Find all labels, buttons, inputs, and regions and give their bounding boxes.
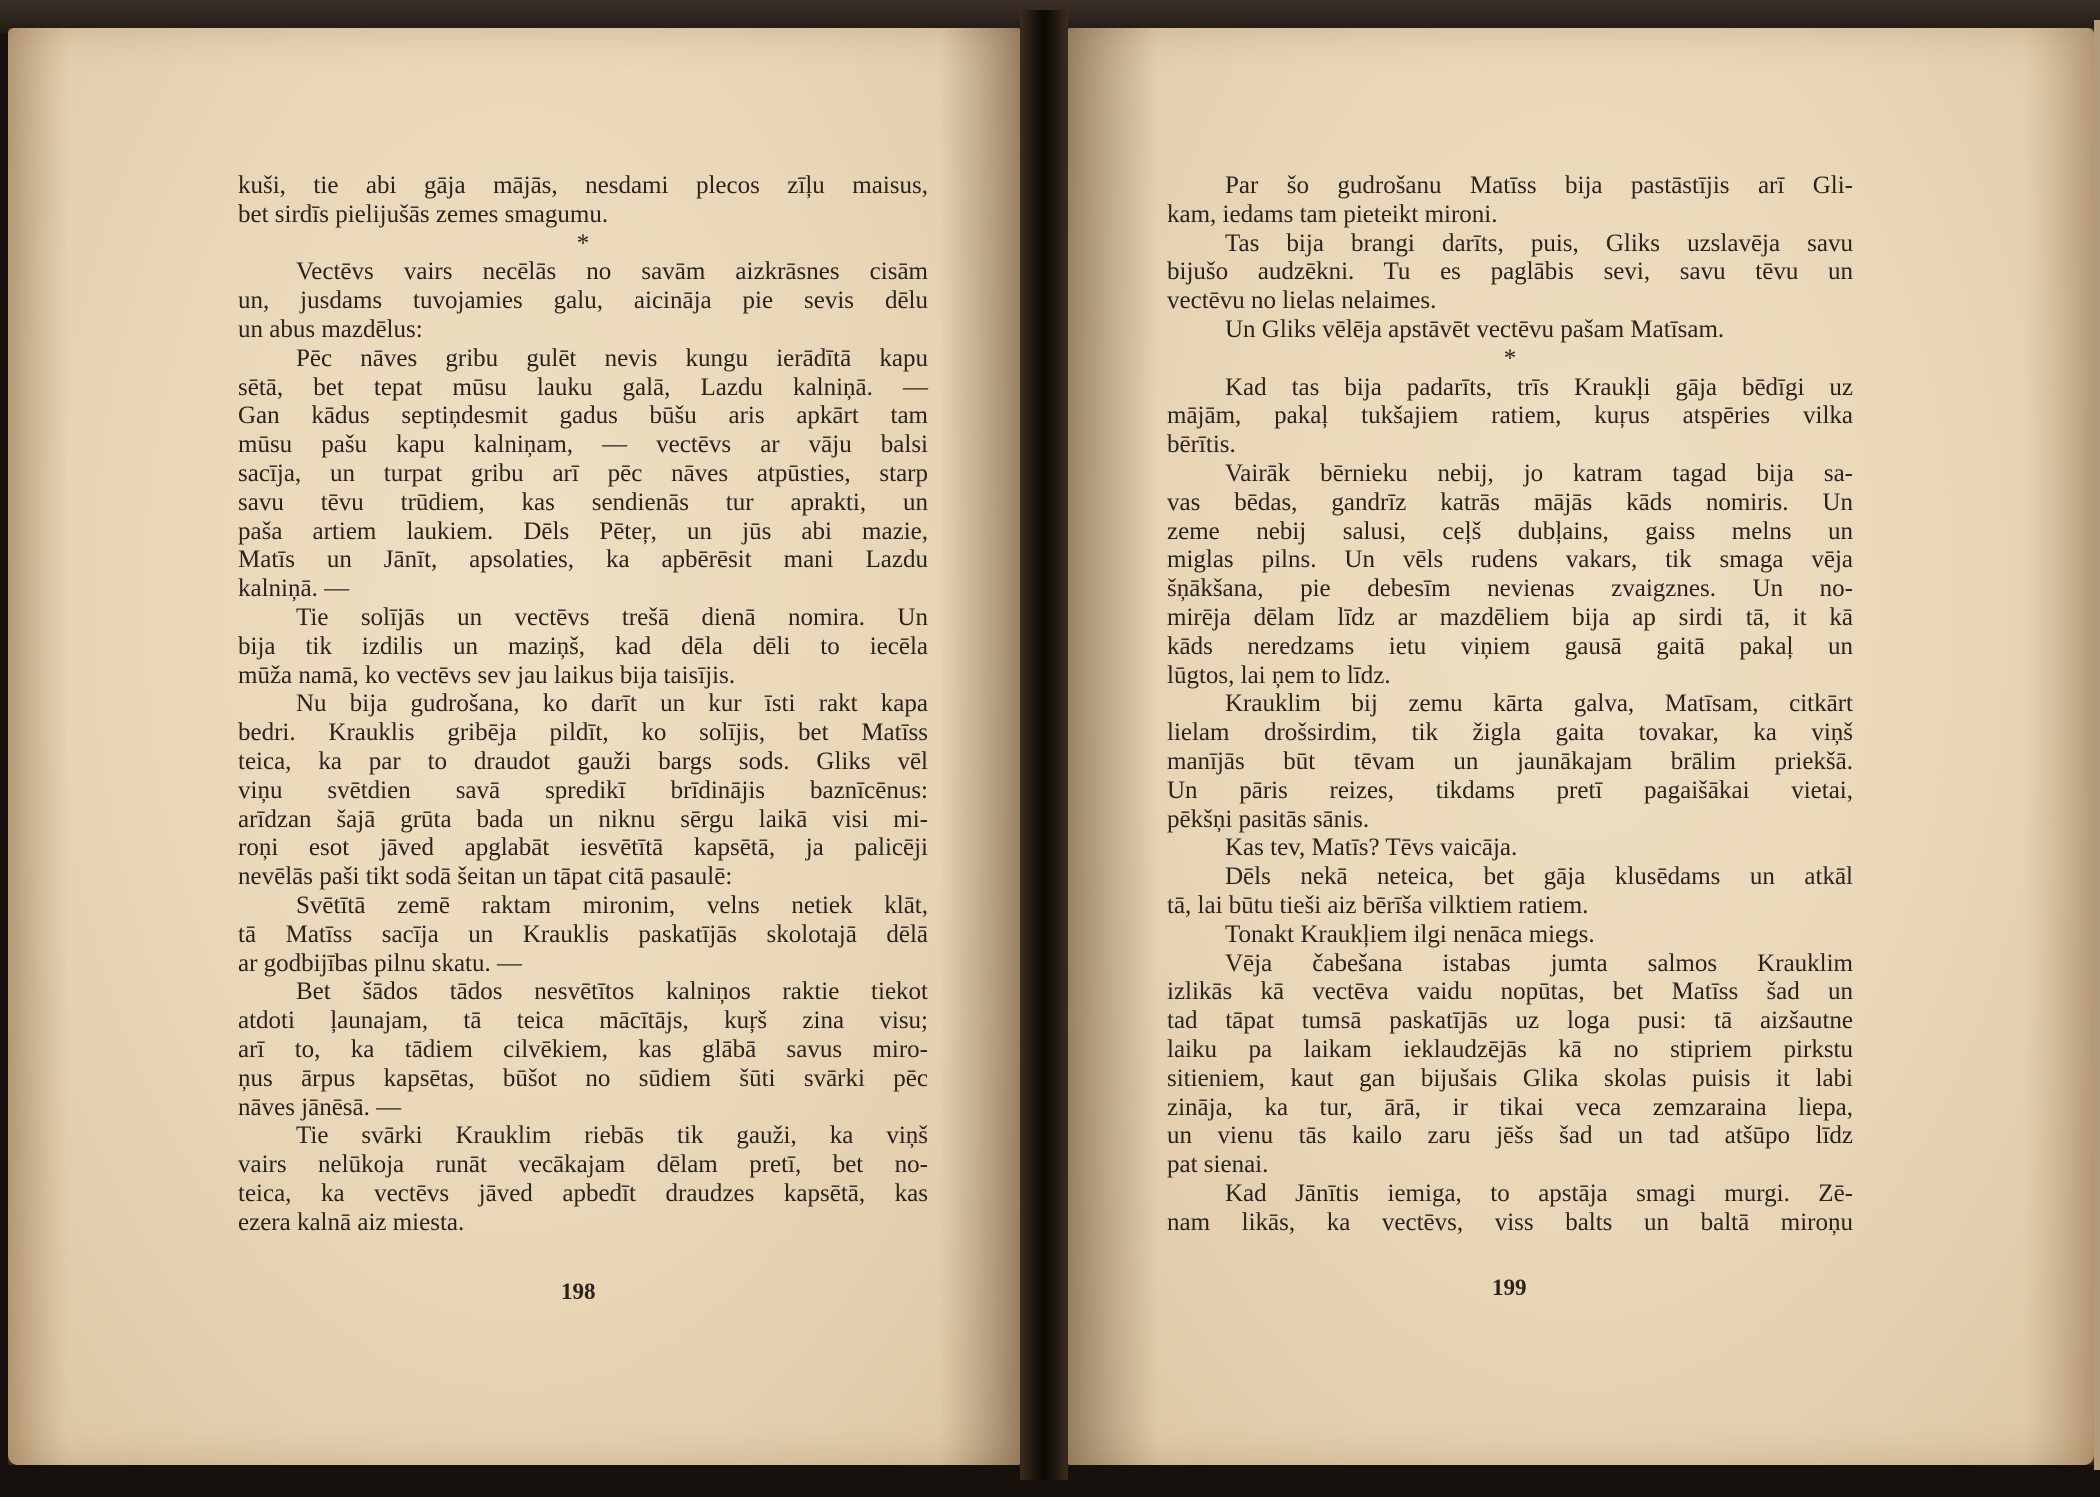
- text-line: Kad tas bija padarīts, trīs Kraukļi gāja bēdīgi uz: [1225, 373, 1853, 401]
- text-line: sitieniem, kaut gan bijušais Glika skolas puisis it labi: [1167, 1064, 1853, 1092]
- text-line: Un pāris reizes, tikdams pretī pagaišākai vietai,: [1167, 776, 1853, 804]
- text-line: paša artiem laukiem. Dēls Pēteŗ, un jūs abi mazie,: [238, 517, 928, 545]
- text-line: mūža namā, ko vectēvs sev jau laikus bija taisījis.: [238, 661, 736, 689]
- text-line: izlikās kā vectēva vaidu nopūtas, bet Matīss šad un: [1167, 978, 1853, 1006]
- text-line: bija tik izdilis un maziņš, kad dēla dēli to iecēla: [238, 632, 928, 660]
- text-line: vas bēdas, gandrīz katrās mājās kāds nomiris. Un: [1167, 488, 1853, 516]
- text-line: un abus mazdēlus:: [238, 315, 423, 343]
- text-line: un, jusdams tuvojamies galu, aicināja pie sevis dēlu: [238, 287, 928, 315]
- text-line: ņus ārpus kapsētas, būšot no sūdiem šūti svārki pēc: [238, 1064, 928, 1092]
- left-page-text: [238, 172, 928, 1237]
- text-line: viņu svētdien savā spredikī brīdinājis baznīcēnus:: [238, 776, 928, 804]
- text-line: Vairāk bērnieku nebij, jo katram tagad bija sa-: [1225, 459, 1853, 487]
- right-page-number: 199: [1492, 1275, 1527, 1300]
- text-line: tā, lai būtu tieši aiz bērīša vilktiem ratiem.: [1167, 891, 1589, 919]
- text-line: lūgtos, lai ņem to līdz.: [1167, 661, 1391, 689]
- text-line: savu tēvu trūdiem, kas sendienās tur aprakti, un: [238, 488, 928, 516]
- text-line: vairs nelūkoja runāt vecākajam dēlam pretī, bet no-: [238, 1151, 928, 1179]
- text-line: lielam drošsirdim, tik žigla gaita tovakar, ka viņš: [1167, 719, 1853, 747]
- text-line: Vectēvs vairs necēlās no savām aizkrāsnes cisām: [296, 258, 928, 286]
- page-edges: [2094, 20, 2100, 1470]
- book-gutter: [1020, 10, 1068, 1480]
- text-line: un vienu tās kailo zaru jēšs šad un tad atšūpo līdz: [1167, 1122, 1853, 1150]
- text-line: Bet šādos tādos nesvētītos kalniņos raktie tiekot: [296, 978, 928, 1006]
- text-line: Nu bija gudrošana, ko darīt un kur īsti rakt kapa: [296, 690, 928, 718]
- text-line: Svētītā zemē raktam mironim, velns netiek klāt,: [296, 891, 928, 919]
- text-line: Krauklim bij zemu kārta galva, Matīsam, citkārt: [1225, 690, 1853, 718]
- text-line: bedri. Krauklis gribēja pildīt, ko solījis, bet Matīss: [238, 719, 928, 747]
- text-line: ar godbijības pilnu skatu. —: [238, 949, 522, 977]
- text-line: mūsu pašu kapu kalniņam, — vectēvs ar vāju balsi: [238, 431, 928, 459]
- text-line: arīdzan šajā grūta bada un niknu sērgu laikā visi mi-: [238, 805, 928, 833]
- text-line: pēkšņi pasitās sānis.: [1167, 805, 1370, 833]
- text-line: Matīs un Jānīt, apsolaties, ka apbērēsit mani Lazdu: [238, 546, 928, 574]
- left-page-number: 198: [561, 1279, 596, 1304]
- section-break-asterisk: *: [576, 229, 590, 257]
- text-line: vectēvu no lielas nelaimes.: [1167, 287, 1437, 315]
- text-line: Tie solījās un vectēvs trešā dienā nomira. Un: [296, 603, 928, 631]
- text-line: bijušo audzēkni. Tu es paglābis sevi, savu tēvu un: [1167, 258, 1853, 286]
- text-line: manījās būt tēvam un jaunākajam brālim priekšā.: [1167, 747, 1853, 775]
- text-line: kāds neredzams ietu viņiem gausā gaitā pakaļ un: [1167, 632, 1853, 660]
- text-line: teica, ka vectēvs jāved apbedīt draudzes kapsētā, kas: [238, 1179, 928, 1207]
- text-line: mājām, pakaļ tukšajiem ratiem, kuŗus atspēries vilka: [1167, 402, 1853, 430]
- right-page: [1068, 28, 2094, 1465]
- text-line: zeme nebij salusi, ceļš dubļains, gaiss melns un: [1167, 517, 1853, 545]
- text-line: nāves jānēsā. —: [238, 1093, 402, 1121]
- text-line: roņi esot jāved apglabāt iesvētītā kapsētā, ja palicēji: [238, 834, 928, 862]
- text-line: teica, ka par to draudot gauži bargs sods. Gliks vēl: [238, 747, 928, 775]
- text-line: ezera kalnā aiz miesta.: [238, 1208, 465, 1236]
- text-line: Vēja čabešana istabas jumta salmos Krauklim: [1225, 949, 1853, 977]
- text-line: sacīja, un turpat gribu arī pēc nāves atpūsties, starp: [238, 459, 928, 487]
- left-page: [8, 28, 1020, 1465]
- text-line: Par šo gudrošanu Matīss bija pastāstījis arī Gli-: [1225, 172, 1853, 199]
- text-line: tā Matīss sacīja un Krauklis paskatījās skolotajā dēlā: [238, 920, 928, 948]
- text-line: Kas tev, Matīs? Tēvs vaicāja.: [1225, 834, 1518, 862]
- text-line: Tie svārki Krauklim riebās tik gauži, ka viņš: [296, 1122, 928, 1150]
- text-line: atdoti ļaunajam, tā teica mācītājs, kuŗš zina visu;: [238, 1007, 928, 1035]
- text-line: bet sirdīs pielijušās zemes smagumu.: [238, 200, 609, 228]
- text-line: laiku pa laikam ieklaudzējās kā no stipriem pirkstu: [1167, 1035, 1853, 1063]
- text-line: pat sienai.: [1167, 1151, 1269, 1179]
- text-line: Kad Jānītis iemiga, to apstāja smagi murgi. Zē-: [1225, 1179, 1853, 1207]
- text-line: Gan kādus septiņdesmit gadus būšu aris apkārt tam: [238, 402, 928, 430]
- text-line: Tas bija brangi darīts, puis, Gliks uzslavēja savu: [1225, 229, 1853, 257]
- text-line: Dēls nekā neteica, bet gāja klusēdams un atkāl: [1225, 863, 1853, 891]
- text-line: zināja, ka tur, ārā, ir tikai veca zemzaraina liepa,: [1167, 1093, 1853, 1121]
- text-line: kam, iedams tam pieteikt mironi.: [1167, 200, 1498, 228]
- right-page-text: [1167, 172, 1853, 1237]
- text-line: Tonakt Kraukļiem ilgi nenāca miegs.: [1225, 920, 1595, 948]
- text-line: Un Gliks vēlēja apstāvēt vectēvu pašam Matīsam.: [1225, 315, 1725, 343]
- text-line: sētā, bet tepat mūsu lauku galā, Lazdu kalniņā. —: [238, 373, 928, 401]
- text-line: miglas pilns. Un vēls rudens vakars, tik smaga vēja: [1167, 546, 1853, 574]
- text-line: mirēja dēlam līdz ar mazdēliem bija ap sirdi tā, it kā: [1167, 603, 1853, 631]
- text-line: Pēc nāves gribu gulēt nevis kungu ierādītā kapu: [296, 344, 928, 372]
- text-line: bērītis.: [1167, 431, 1236, 459]
- text-line: arī to, ka tādiem cilvēkiem, kas glābā savus miro-: [238, 1035, 928, 1063]
- text-line: kalniņā. —: [238, 575, 350, 603]
- section-break-asterisk: *: [1503, 344, 1517, 372]
- text-line: kuši, tie abi gāja mājās, nesdami plecos zīļu maisus,: [238, 172, 928, 199]
- text-line: tad tāpat tumsā paskatījās uz loga pusi: tā aizšautne: [1167, 1007, 1853, 1035]
- text-line: nam likās, ka vectēvs, viss balts un baltā miroņu: [1167, 1208, 1853, 1236]
- text-line: nevēlās paši tikt sodā šeitan un tāpat citā pasaulē:: [238, 863, 733, 891]
- text-line: šņākšana, pie debesīm nevienas zvaigznes. Un no-: [1167, 575, 1853, 603]
